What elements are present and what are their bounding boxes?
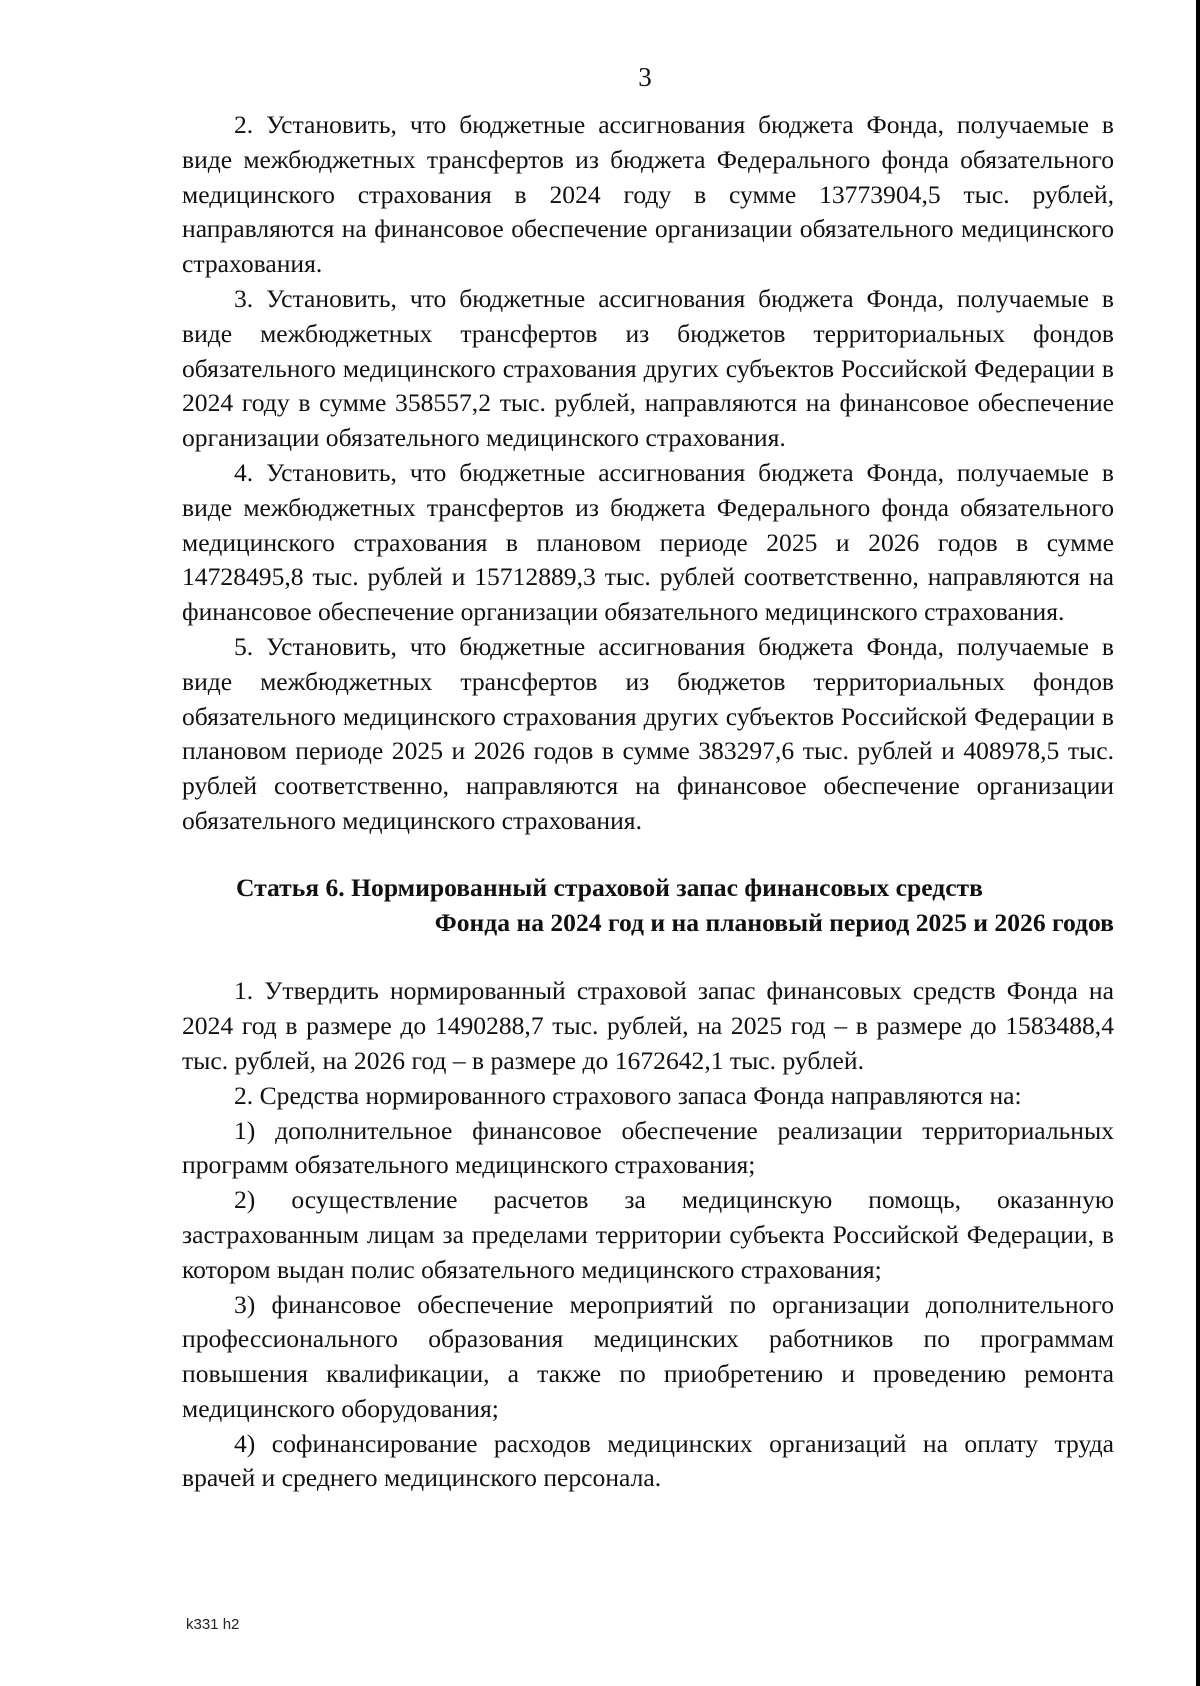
document-body <box>182 108 1114 1496</box>
article-paragraph-2: 2. Средства нормированного страхового запаса Фонда направляются на: <box>234 1080 1022 1110</box>
article-item-1: 1) дополнительное финансовое обеспечение реализации территориальных программ обязательного медицинского страхования; <box>182 1115 1114 1180</box>
paragraph-5: 5. Установить, что бюджетные ассигнования бюджета Фонда, получаемые в виде межбюджетных трансфертов из бюджетов территориальных фондов обязательного медицинского страхования других субъектов Российской Федерации в плановом периоде 2025 и 2026 годов в сумме 383297,6 тыс. рублей и 408978,5 тыс. рублей соответственно, направляются на финансовое обеспечение организации обязательного медицинского страхования. <box>182 631 1114 835</box>
article-item-3: 3) финансовое обеспечение мероприятий по организации дополнительного профессионального образования медицинских работников по программам повышения квалификации, а также по приобретению и проведению ремонта медицинского оборудования; <box>182 1289 1114 1423</box>
document-code: k331 h2 <box>186 1616 240 1633</box>
paragraph-2: 2. Установить, что бюджетные ассигнования бюджета Фонда, получаемые в виде межбюджетных трансфертов из бюджета Федерального фонда обязательного медицинского страхования в 2024 году в сумме 13773904,5 тыс. рублей, направляются на финансовое обеспечение организации обязательного медицинского страхования. <box>182 110 1114 279</box>
scan-edge <box>1196 0 1200 1686</box>
paragraph-4: 4. Установить, что бюджетные ассигнования бюджета Фонда, получаемые в виде межбюджетных трансфертов из бюджета Федерального фонда обязательного медицинского страхования в плановом периоде 2025 и 2026 годов в сумме 14728495,8 тыс. рублей и 15712889,3 тыс. рублей соответственно, направляются на финансовое обеспечение организации обязательного медицинского страхования. <box>182 457 1114 627</box>
article-heading-line-1: Статья 6. Нормированный страховой запас финансовых средств <box>236 872 983 902</box>
paragraph-3: 3. Установить, что бюджетные ассигнования бюджета Фонда, получаемые в виде межбюджетных трансфертов из бюджетов территориальных фондов обязательного медицинского страхования других субъектов Российской Федерации в 2024 году в сумме 358557,2 тыс. рублей, направляются на финансовое обеспечение организации обязательного медицинского страхования. <box>182 283 1114 453</box>
article-item-4: 4) софинансирование расходов медицинских организаций на оплату труда врачей и среднего медицинского персонала. <box>182 1428 1114 1493</box>
article-paragraph-1: 1. Утвердить нормированный страховой запас финансовых средств Фонда на 2024 год в размере до 1490288,7 тыс. рублей, на 2025 год – в размере до 1583488,4 тыс. рублей, на 2026 год – в размере до 1672642,1 тыс. рублей. <box>182 976 1114 1075</box>
page-number: 3 <box>638 62 652 92</box>
article-heading <box>182 871 1114 941</box>
article-heading-line-2: Фонда на 2024 год и на плановый период 2025 и 2026 годов <box>434 907 1114 937</box>
article-item-2: 2) осуществление расчетов за медицинскую помощь, оказанную застрахованным лицам за пределами территории субъекта Российской Федерации, в котором выдан полис обязательного медицинского страхования; <box>182 1185 1114 1284</box>
